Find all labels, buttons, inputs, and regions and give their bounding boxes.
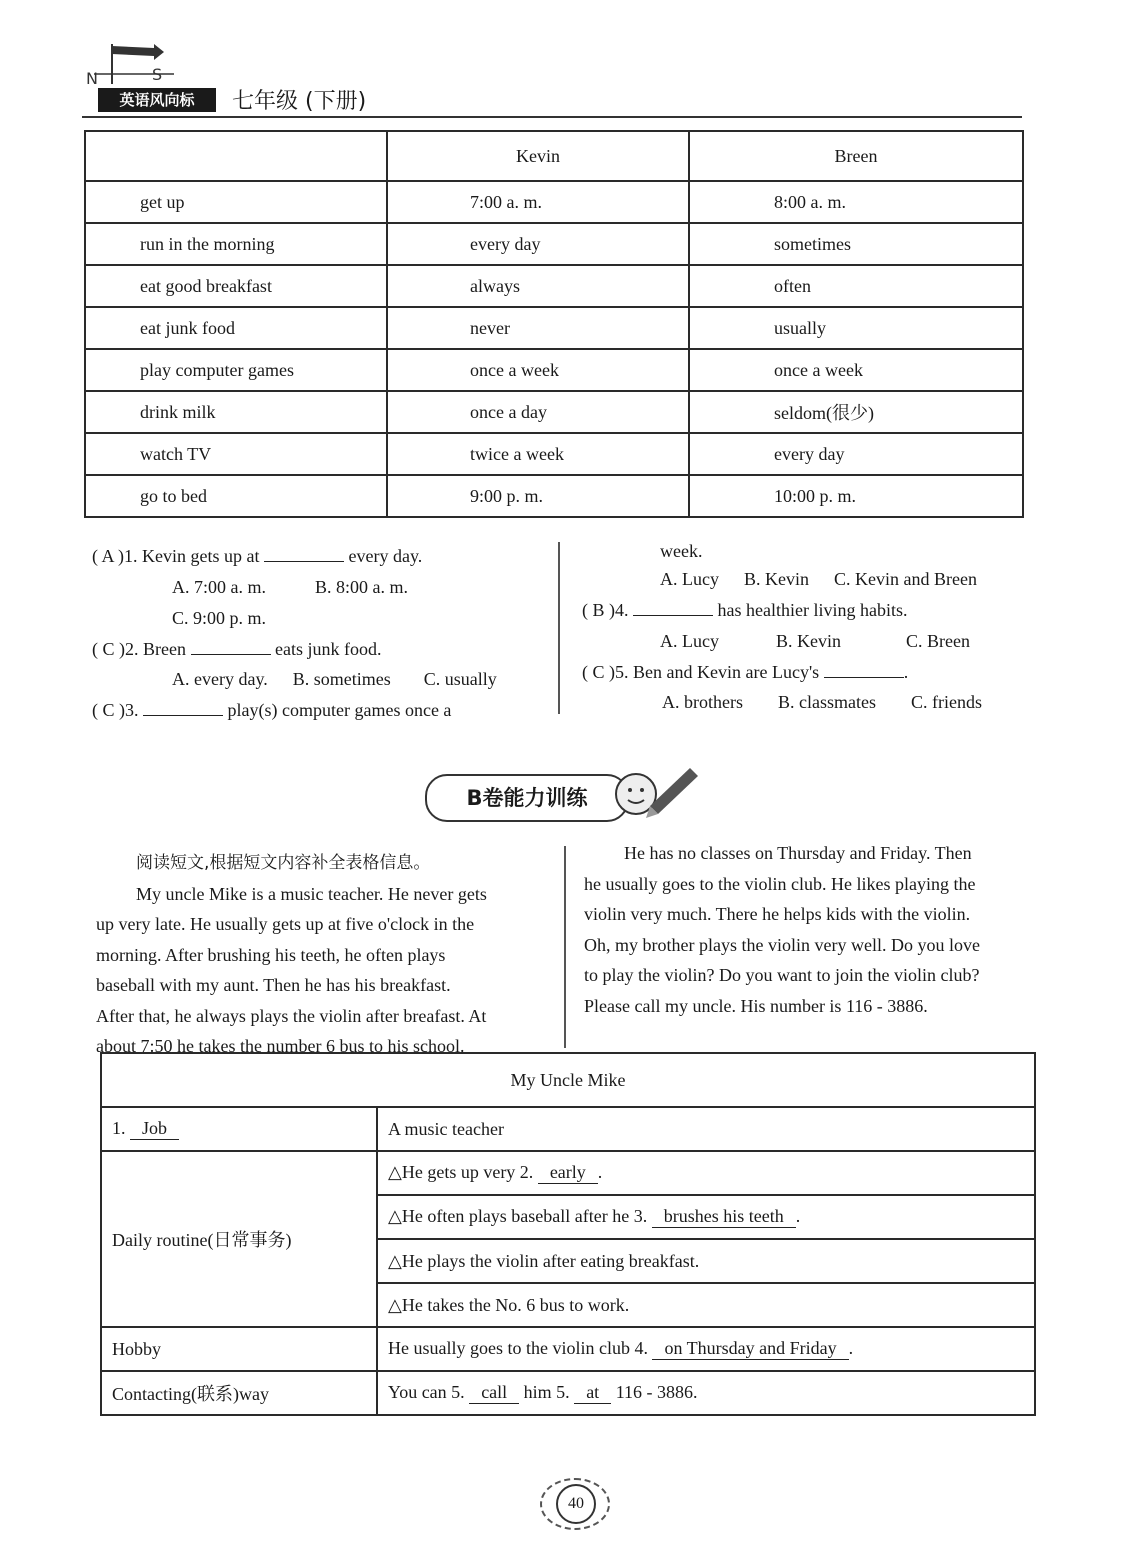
answer-2: C [102, 639, 115, 659]
activity-cell: get up [85, 181, 387, 223]
answer-1: A [101, 546, 114, 566]
passage-divider [564, 846, 566, 1048]
breen-cell: usually [689, 307, 1023, 349]
hobby-value: He usually goes to the violin club 4. on Thursday and Friday . [377, 1327, 1035, 1371]
table-header-row [85, 131, 1023, 181]
passage-left [96, 848, 546, 1062]
activity-cell: run in the morning [85, 223, 387, 265]
routine-item: △He gets up very 2. early . [377, 1151, 1035, 1195]
table-row [85, 265, 1023, 307]
header-divider [82, 116, 1022, 118]
svg-text:S: S [152, 65, 163, 84]
logo-text: 英语风向标 [98, 88, 216, 112]
breen-cell: sometimes [689, 223, 1023, 265]
question-1-option-c: C. 9:00 p. m. [172, 608, 267, 628]
table-row [101, 1371, 1035, 1415]
passage-instruction: 阅读短文,根据短文内容补全表格信息。 [136, 853, 431, 873]
breen-cell: once a week [689, 349, 1023, 391]
answer-4: B [592, 600, 605, 620]
header-cell-empty [85, 131, 387, 181]
answer-2: early [538, 1162, 598, 1184]
schedule-table [84, 130, 1024, 518]
question-3: ( C )3. play(s) computer games once a [92, 695, 451, 725]
question-5-options: A. brothers B. classmates C. friends [662, 692, 982, 712]
question-5: ( C )5. Ben and Kevin are Lucy's . [582, 657, 908, 687]
table-row [101, 1107, 1035, 1151]
answer-4: on Thursday and Friday [652, 1338, 848, 1360]
activity-cell: drink milk [85, 391, 387, 433]
table-row [85, 349, 1023, 391]
passage-line: He has no classes on Thursday and Friday. Then [624, 843, 972, 863]
question-4-options: A. Lucy B. Kevin C. Breen [660, 631, 970, 651]
blank-4 [633, 597, 713, 616]
grade-title: 七年级 (下册) [232, 89, 367, 114]
question-2: ( C )2. Breen eats junk food. [92, 634, 381, 664]
table-row [85, 433, 1023, 475]
activity-cell: eat good breakfast [85, 265, 387, 307]
section-title: B卷能力训练 [425, 774, 629, 822]
pencil-icon [606, 760, 702, 826]
table-row [85, 223, 1023, 265]
page-number: 40 [556, 1484, 596, 1524]
table-row [85, 475, 1023, 517]
blank-3 [143, 697, 223, 716]
breen-cell: seldom(很少) [689, 391, 1023, 433]
question-3-continued: week. [660, 541, 703, 561]
table-row [101, 1151, 1035, 1195]
answer-3: C [102, 700, 115, 720]
compass-logo-icon [84, 40, 194, 88]
contact-label: Contacting(联系)way [101, 1371, 377, 1415]
passage-line: violin very much. There he helps kids with the violin. [584, 904, 971, 924]
activity-cell: play computer games [85, 349, 387, 391]
uncle-mike-table [100, 1052, 1036, 1416]
header-cell-breen: Breen [689, 131, 1023, 181]
job-label: 1. Job [101, 1107, 377, 1151]
table-title-row [101, 1053, 1035, 1107]
passage-line: After that, he always plays the violin after breafast. At [96, 1005, 487, 1026]
blank-1 [264, 543, 344, 562]
kevin-cell: 9:00 p. m. [387, 475, 689, 517]
passage-line: My uncle Mike is a music teacher. He never gets [136, 883, 487, 904]
job-value: A music teacher [377, 1107, 1035, 1151]
answer-5a: call [469, 1382, 519, 1404]
contact-value: You can 5. call him 5. at 116 - 3886. [377, 1371, 1035, 1415]
question-2-options: A. every day. B. sometimes C. usually [172, 669, 497, 689]
passage-line: up very late. He usually gets up at five o'clock in the [96, 914, 475, 934]
blank-5 [824, 659, 904, 678]
table-row [85, 391, 1023, 433]
hobby-label: Hobby [101, 1327, 377, 1371]
kevin-cell: always [387, 265, 689, 307]
answer-5b: at [574, 1382, 611, 1404]
question-1-options: A. 7:00 a. m. B. 8:00 a. m. [172, 577, 408, 597]
header-cell-kevin: Kevin [387, 131, 689, 181]
activity-cell: watch TV [85, 433, 387, 475]
question-4: ( B )4. has healthier living habits. [582, 595, 907, 625]
answer-5: C [592, 662, 605, 682]
routine-label: Daily routine(日常事务) [101, 1151, 377, 1327]
passage-line: he usually goes to the violin club. He likes playing the [584, 873, 976, 894]
passage-right [584, 838, 1040, 1021]
question-1: ( A )1. Kevin gets up at every day. [92, 541, 422, 571]
activity-cell: eat junk food [85, 307, 387, 349]
passage-line: Please call my uncle. His number is 116 - 3886. [584, 995, 928, 1016]
routine-item: △He plays the violin after eating breakfast. [377, 1239, 1035, 1283]
kevin-cell: once a week [387, 349, 689, 391]
passage-line: Oh, my brother plays the violin very well. Do you love [584, 934, 980, 955]
routine-item: △He takes the No. 6 bus to work. [377, 1283, 1035, 1327]
answer-3: brushes his teeth [652, 1206, 796, 1228]
blank-2 [191, 636, 271, 655]
passage-line: to play the violin? Do you want to join the violin club? [584, 965, 980, 985]
activity-cell: go to bed [85, 475, 387, 517]
table-row [101, 1327, 1035, 1371]
table-row [85, 181, 1023, 223]
table-title: My Uncle Mike [101, 1053, 1035, 1107]
passage-line: about 7:50 he takes the number 6 bus to his school. [96, 1036, 465, 1056]
breen-cell: 8:00 a. m. [689, 181, 1023, 223]
breen-cell: every day [689, 433, 1023, 475]
kevin-cell: twice a week [387, 433, 689, 475]
svg-text:N: N [86, 69, 98, 88]
column-divider [558, 542, 560, 714]
kevin-cell: never [387, 307, 689, 349]
breen-cell: often [689, 265, 1023, 307]
kevin-cell: once a day [387, 391, 689, 433]
routine-item: △He often plays baseball after he 3. brushes his teeth . [377, 1195, 1035, 1239]
breen-cell: 10:00 p. m. [689, 475, 1023, 517]
question-3-options: A. Lucy B. Kevin C. Kevin and Breen [660, 569, 977, 589]
table-row [85, 307, 1023, 349]
answer-job: Job [130, 1118, 179, 1140]
kevin-cell: every day [387, 223, 689, 265]
passage-line: morning. After brushing his teeth, he often plays [96, 944, 446, 965]
passage-line: baseball with my aunt. Then he has his breakfast. [96, 975, 451, 995]
kevin-cell: 7:00 a. m. [387, 181, 689, 223]
